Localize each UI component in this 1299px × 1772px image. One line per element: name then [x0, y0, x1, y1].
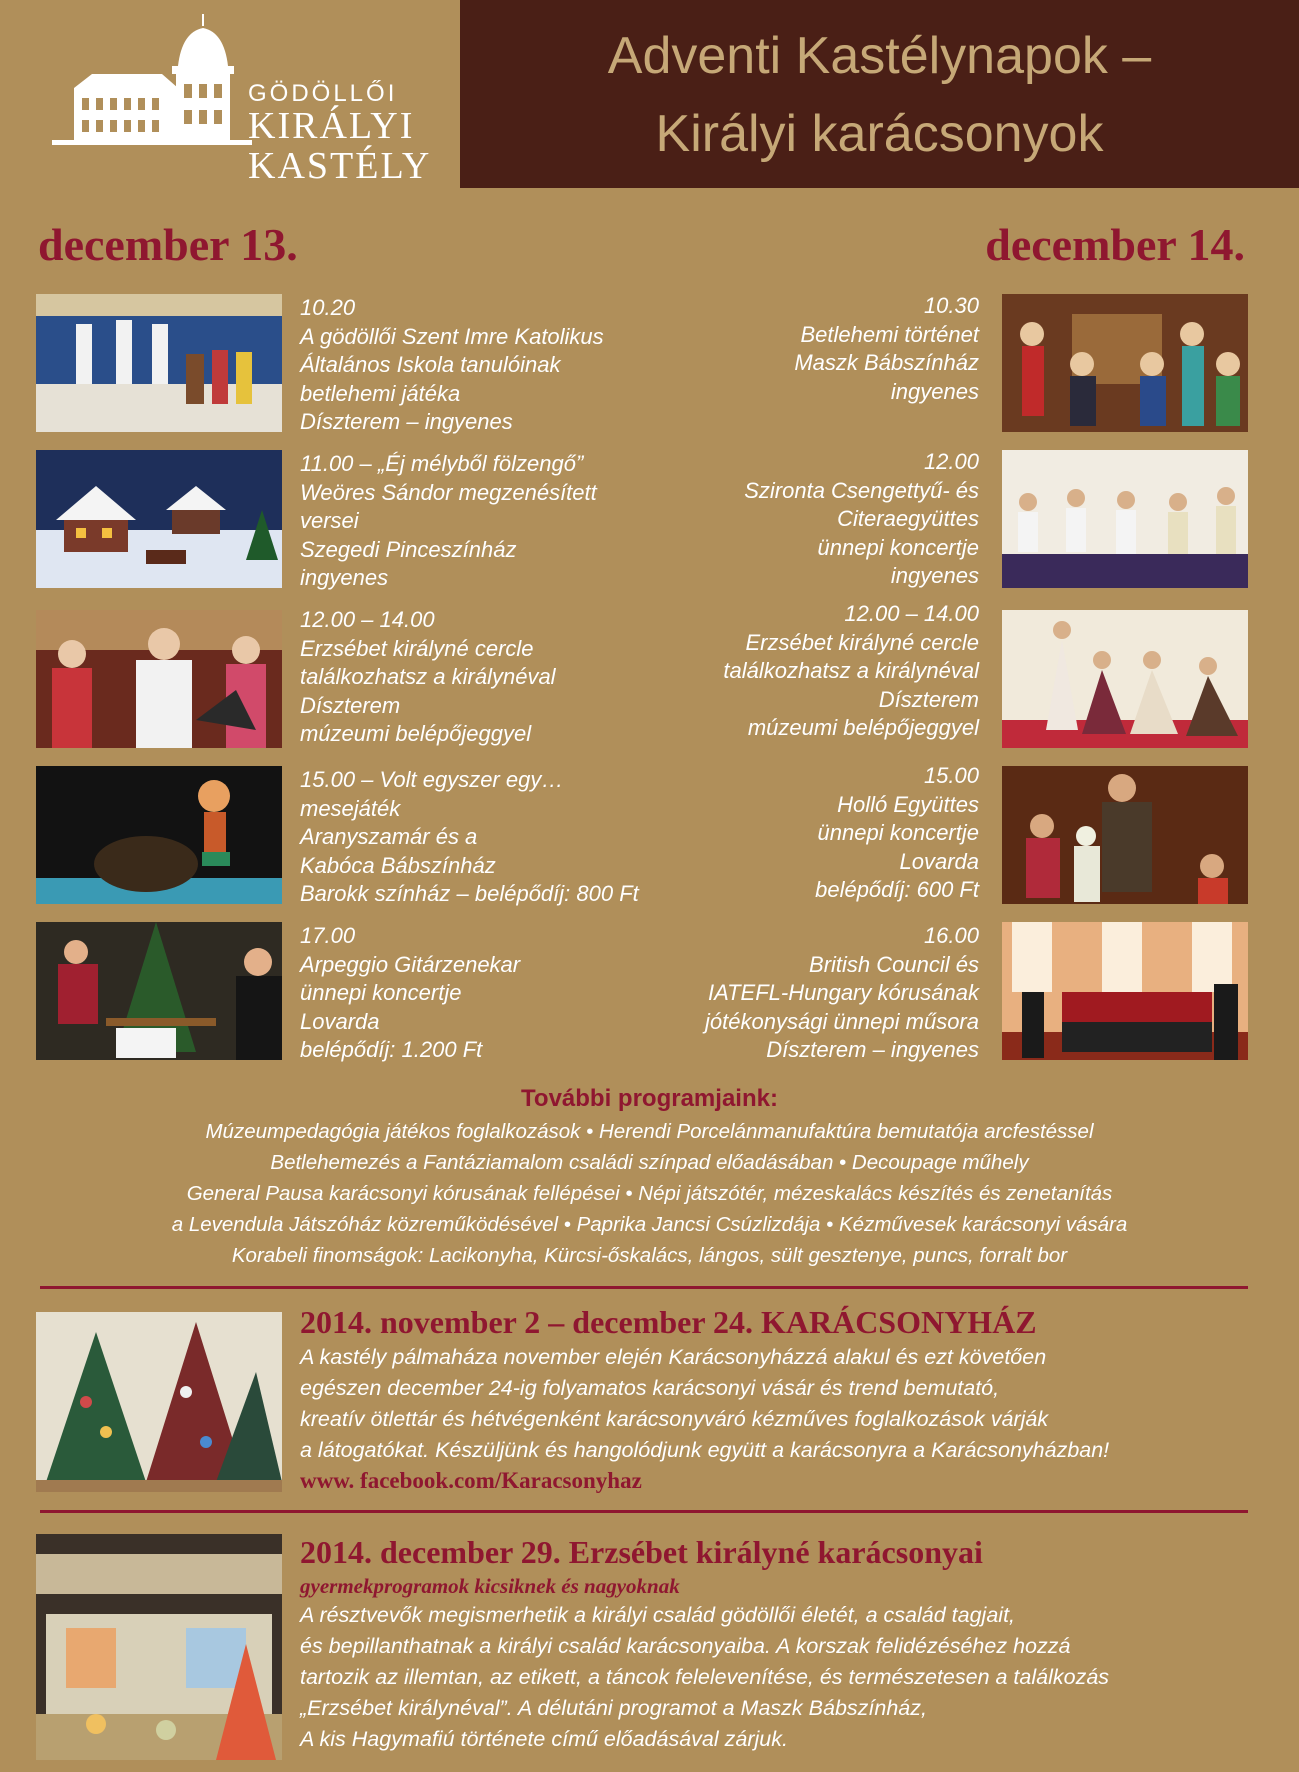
logo-block	[0, 0, 460, 188]
further-programs-title: További programjaink:	[521, 1085, 778, 1112]
event-dec13-2: 11.00 – „Éj mélyből fölzengő” Weöres Sándor megzenésített versei Szegedi Pinceszínház ingyenes	[300, 451, 597, 590]
event-dec13-5: 17.00 Arpeggio Gitárzenekar ünnepi koncertje Lovarda belépődíj: 1.200 Ft	[300, 923, 521, 1062]
title-banner	[460, 0, 1299, 188]
logo-text-main: KIRÁLYI	[248, 105, 415, 147]
further-program-line: Korabeli finomságok: Lacikonyha, Kürcsi-őskalács, lángos, sült gesztenye, puncs, forralt bor	[231, 1244, 1068, 1267]
event-dec14-2: 12.00 Szironta Csengettyű- és Citeraegyüttes ünnepi koncertje ingyenes	[744, 449, 979, 588]
divider	[40, 1286, 1248, 1289]
guitar-orchestra-photo	[36, 922, 282, 1060]
choir-photo	[1002, 922, 1248, 1060]
further-program-line: Múzeumpedagógia játékos foglalkozások • Herendi Porcelánmanufaktúra bemutatója arcfestéssel	[205, 1120, 1094, 1143]
further-program-line: General Pausa karácsonyi kórusának fellépései • Népi játszótér, mézeskalács készítés és zenetanítás	[186, 1182, 1113, 1205]
bell-ensemble-photo	[1002, 450, 1248, 588]
day2-heading: december 14.	[985, 219, 1245, 270]
logo-text-small: GÖDÖLLŐI	[248, 80, 398, 107]
queen-cercle-photo	[1002, 610, 1248, 748]
nativity-play-photo	[36, 294, 282, 432]
event-dec14-3: 12.00 – 14.00 Erzsébet királyné cercle találkozhatsz a királynéval Díszterem múzeumi belépőjeggyel	[723, 601, 979, 740]
christmas-trees-photo	[36, 1312, 282, 1492]
day1-heading: december 13.	[38, 219, 298, 270]
section-erzsebet-body: A résztvevők megismerhetik a királyi család gödöllői életét, a család tagjait, és bepillanthatnak a királyi család karácsonyaiba. A korszak felidézéséhez hozzá tartozik az illemtan, az etikett, a táncok felelevenítése, és természetesen a találkozás „Erzsébet királynéval”. A délutáni programot a Maszk Bábszínház, A kis Hagymafiú története című előadásával zárjuk.	[300, 1603, 1110, 1751]
facebook-link[interactable]: www. facebook.com/Karacsonyhaz	[300, 1468, 642, 1493]
further-program-line: Betlehemezés a Fantáziamalom családi színpad előadásában • Decoupage műhely	[270, 1151, 1029, 1174]
event-dec13-1: 10.20 A gödöllői Szent Imre Katolikus Általános Iskola tanulóinak betlehemi játéka Díszterem – ingyenes	[300, 295, 604, 434]
palace-icon	[52, 14, 252, 148]
puppet-figures-photo	[1002, 294, 1248, 432]
children-costume-photo	[36, 610, 282, 748]
page-subtitle: Királyi karácsonyok	[655, 105, 1104, 163]
page-title: Adventi Kastélynapok –	[607, 27, 1152, 85]
event-dec13-4: 15.00 – Volt egyszer egy… mesejáték Aranyszamár és a Kabóca Bábszínház Barokk színház – belépődíj: 800 Ft	[300, 767, 639, 906]
further-program-line: a Levendula Játszóház közreműködésével • Paprika Jancsi Csúzlizdája • Kézművesek karácsonyi vására	[171, 1213, 1128, 1236]
section-karacsonyhaz-title: 2014. november 2 – december 24. KARÁCSONYHÁZ	[300, 1304, 1037, 1340]
puppet-stage-photo	[36, 1534, 282, 1760]
section-erzsebet-title: 2014. december 29. Erzsébet királyné karácsonyai	[300, 1534, 983, 1570]
event-dec13-3: 12.00 – 14.00 Erzsébet királyné cercle találkozhatsz a királynéval Díszterem múzeumi belépőjeggyel	[300, 607, 556, 746]
section-erzsebet-subtitle: gyermekprogramok kicsiknek és nagyoknak	[300, 1574, 680, 1598]
logo-text-main: KASTÉLY	[248, 145, 432, 187]
divider	[40, 1510, 1248, 1513]
event-dec14-1: 10.30 Betlehemi történet Maszk Bábszínház ingyenes	[794, 293, 979, 404]
puppet-hedgehog-photo	[36, 766, 282, 904]
section-karacsonyhaz-body: A kastély pálmaháza november elején Karácsonyházzá alakul és ezt követően egészen december 24-ig folyamatos karácsonyi vásár és trend bemutató, kreatív ötlettár és hétvégenként karácsonyváró kézműves foglalkozások várják a látogatókat. Készüljünk és hangolódjunk együtt a karácsonyra a Karácsonyházban!	[300, 1345, 1110, 1462]
event-dec14-4: 15.00 Holló Együttes ünnepi koncertje Lovarda belépődíj: 600 Ft	[815, 763, 979, 902]
folk-band-photo	[1002, 766, 1248, 904]
winter-village-painting	[36, 450, 282, 588]
event-dec14-5: 16.00 British Council és IATEFL-Hungary kórusának jótékonysági ünnepi műsora Díszterem – ingyenes	[705, 923, 979, 1062]
